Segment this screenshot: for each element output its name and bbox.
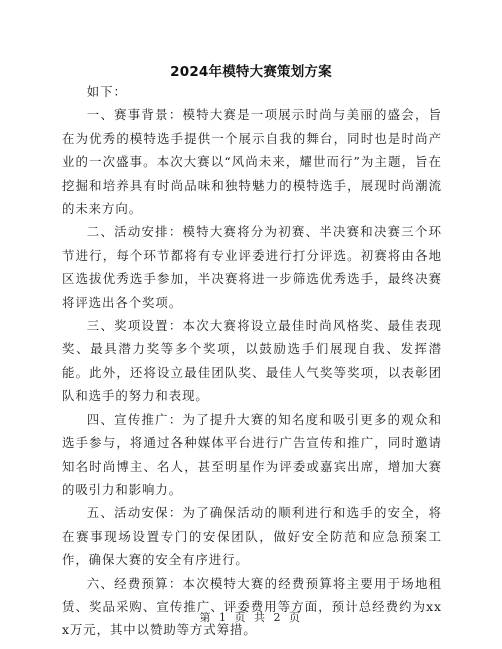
paragraph-background: 一、赛事背景：模特大赛是一项展示时尚与美丽的盛会，旨在为优秀的模特选手提供一个展示自我的舞台，同时也是时尚产业的一次盛事。本次大赛以“风尚未来，耀世而行”为主题，旨在挖掘和培养具有时尚品味和独特魅力的模特选手，展现时尚潮流的未来方向。 [62, 107, 442, 217]
paragraph-promotion: 四、宣传推广：为了提升大赛的知名度和吸引更多的观众和选手参与，将通过各种媒体平台进行广告宣传和推广，同时邀请知名时尚博主、名人，甚至明星作为评委或嘉宾出席，增加大赛的吸引力和影响力。 [62, 411, 442, 497]
paragraph-intro: 如下： [86, 84, 127, 99]
paragraph-security: 五、活动安保：为了确保活动的顺利进行和选手的安全，将在赛事现场设置专门的安保团队，做好安全防范和应急预案工作，确保大赛的安全有序进行。 [62, 505, 442, 568]
paragraph-awards: 三、奖项设置：本次大赛将设立最佳时尚风格奖、最佳表现奖、最具潜力奖等多个奖项，以鼓励选手们展现自我、发挥潜能。此外，还将设立最佳团队奖、最佳人气奖等奖项，以表彰团队和选手的努力和表现。 [62, 318, 442, 404]
document-title: 2024年模特大赛策划方案 [170, 64, 332, 80]
document-body [62, 80, 442, 642]
paragraph-budget: 六、经费预算：本次模特大赛的经费预算将主要用于场地租赁、奖品采购、宣传推广、评委费用等方面，预计总经费约为xxx万元，其中以赞助等方式筹措。 [62, 575, 442, 638]
page-footer: 第 1 页 共 2 页 [199, 611, 303, 624]
paragraph-schedule: 二、活动安排：模特大赛将分为初赛、半决赛和决赛三个环节进行，每个环节都将有专业评委进行打分评选。初赛将由各地区选拔优秀选手参加，半决赛将进一步筛选优秀选手，最终决赛将评选出各个奖项。 [62, 224, 442, 310]
